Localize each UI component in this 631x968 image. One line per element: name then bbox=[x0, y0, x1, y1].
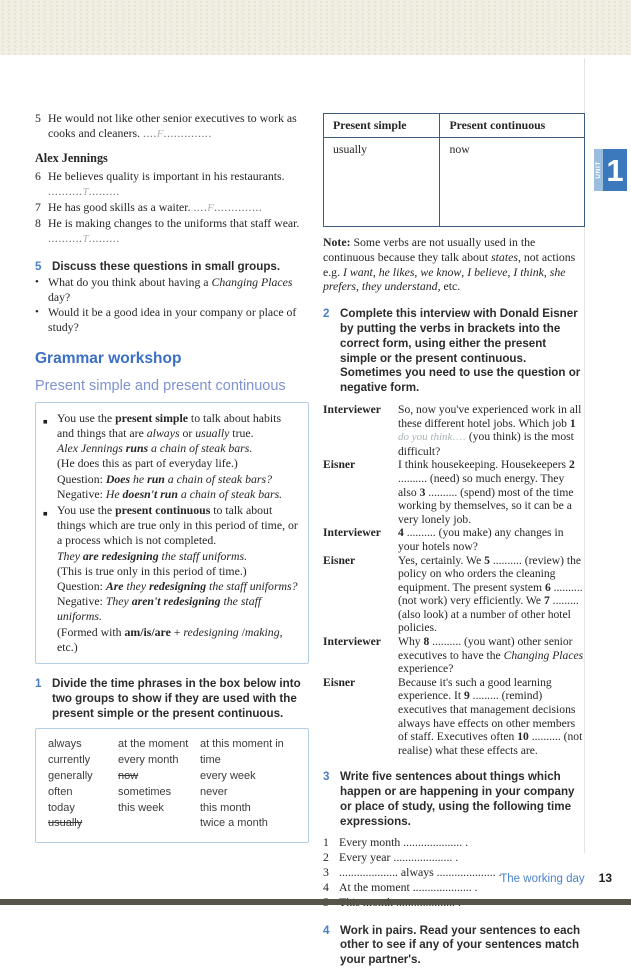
left-column bbox=[35, 111, 309, 843]
handwritten-answer: T bbox=[82, 186, 89, 198]
time-phrase: at this moment in time bbox=[200, 738, 284, 767]
time-phrase: this month bbox=[200, 801, 251, 814]
discussion-question: What do you think about having a Changing Places day? bbox=[48, 274, 293, 304]
unit-label: UNIT bbox=[595, 161, 602, 179]
prompt-text: .................... always .................... . bbox=[339, 865, 502, 879]
unit-tab bbox=[594, 149, 627, 191]
speaker-label: Interviewer bbox=[323, 526, 381, 540]
speaker-label: Eisner bbox=[323, 458, 356, 472]
grammar-workshop-title: Grammar workshop bbox=[35, 349, 182, 367]
page-bottom-edge bbox=[0, 899, 631, 905]
prompt-number: 4 bbox=[323, 880, 329, 895]
answer-line: .............. bbox=[163, 126, 212, 140]
question-number: 5 bbox=[35, 111, 41, 125]
exercise-1-header bbox=[35, 677, 309, 721]
round-bullet-icon: • bbox=[35, 305, 39, 318]
grammar-rules-box bbox=[35, 402, 309, 664]
exercise-instruction: Write five sentences about things which happen or are happening in your company or place of study, using the following time expressions. bbox=[340, 770, 575, 828]
dialogue-row bbox=[323, 403, 585, 458]
question-sentence: He has good skills as a waiter. bbox=[48, 200, 191, 214]
time-phrase: today bbox=[48, 801, 75, 814]
grammar-subtitle: Present simple and present continuous bbox=[35, 377, 286, 394]
exercise-instruction: Discuss these questions in small groups. bbox=[52, 260, 281, 273]
time-phrase: now bbox=[118, 770, 139, 783]
question-sentence: He would not like other senior executives to work as cooks and cleaners. bbox=[48, 111, 297, 140]
speaker-label: Interviewer bbox=[323, 635, 381, 649]
footer-page-number: 13 bbox=[598, 871, 612, 885]
exercise-instruction: Divide the time phrases in the box below into two groups to show if they are used with the present simple or the present continuous. bbox=[52, 677, 301, 720]
time-phrases-box bbox=[35, 728, 309, 843]
page-top-texture bbox=[0, 0, 631, 55]
table-cell: usually bbox=[324, 138, 440, 227]
prompt-number: 1 bbox=[323, 834, 329, 849]
time-phrase: every week bbox=[200, 770, 256, 783]
prompt-number: 2 bbox=[323, 849, 329, 864]
time-phrase: usually bbox=[48, 817, 83, 830]
time-phrase: this week bbox=[118, 801, 164, 814]
time-phrase: currently bbox=[48, 754, 91, 767]
question-number: 6 bbox=[35, 169, 41, 183]
question-item bbox=[35, 200, 309, 216]
answer-line: .... bbox=[143, 126, 157, 140]
question-text bbox=[48, 111, 309, 142]
discussion-bullet bbox=[35, 275, 309, 305]
discussion-question: Would it be a good idea in your company or place of study? bbox=[48, 304, 297, 334]
square-bullet-icon: ■ bbox=[43, 416, 48, 426]
table-header-cell: Present simple bbox=[324, 114, 440, 138]
sentence-prompt bbox=[323, 835, 585, 850]
answer-line: .... bbox=[193, 200, 208, 214]
unit-number: 1 bbox=[603, 149, 627, 191]
answer-line: ..........T......... bbox=[48, 231, 120, 245]
exercise-number: 5 bbox=[35, 260, 42, 273]
prompt-number: 3 bbox=[323, 865, 329, 879]
prompt-text: At the moment .................... . bbox=[339, 880, 478, 895]
alex-jennings-heading: Alex Jennings bbox=[35, 151, 108, 165]
time-phrase-column bbox=[118, 737, 200, 832]
dialogue-row bbox=[323, 526, 585, 553]
speaker-label: Eisner bbox=[323, 675, 356, 689]
speech-text: Because it's such a good learning experience. It 9 ......... (remind) executives that management decisions always have effects on other members of staff. Executives often 10 .......... (not realise) what these effects are. bbox=[398, 675, 583, 757]
note-text: Note: Some verbs are not usually used in the continuous because they talk about states, not actions e.g. I want, he likes, we know, I believe, I think, she prefers, they understand, etc. bbox=[323, 235, 576, 294]
time-phrase: never bbox=[200, 785, 228, 798]
handwritten-answer: F bbox=[207, 202, 215, 214]
grammar-rule-text: You use the present simple to talk about habits and things that are always or usually true. Alex Jennings runs a chain of steak bars. (He does this as part of everyday life.) Question: Does he run a chain of steak bars? Negative: He doesn't run a chain of steak bars. bbox=[57, 410, 283, 501]
grammar-rule bbox=[43, 411, 299, 502]
table-header-row bbox=[324, 114, 585, 138]
question-number: 7 bbox=[35, 200, 41, 214]
question-sentence: He believes quality is important in his restaurants. bbox=[48, 169, 285, 183]
grammar-rule bbox=[43, 503, 299, 655]
prompt-text: Every month .................... . bbox=[339, 834, 469, 849]
grammar-rule-text: You use the present continuous to talk about things which are true only in this period of time, or a process which is not completed. They are redesigning the staff uniforms. (This is true only in this period of time.) Question: Are they redesigning the staff uniforms? Negative: They aren't redesigning the staff uniforms. (Formed with am/is/are + redesigning /making, etc.) bbox=[57, 503, 298, 654]
question-item bbox=[35, 216, 309, 247]
table-header-cell: Present continuous bbox=[440, 114, 585, 138]
interview-dialogue bbox=[323, 403, 585, 757]
time-phrase: generally bbox=[48, 770, 93, 783]
dialogue-row bbox=[323, 458, 585, 526]
table-row bbox=[324, 138, 585, 227]
sentence-prompt bbox=[323, 850, 585, 865]
speech-text: I think housekeeping. Housekeepers 2 .......... (need) so much energy. They also 3 .......... (spend) most of the time working by themselves, so it can be a very lonely job. bbox=[398, 458, 575, 526]
unit-label-strip bbox=[594, 149, 603, 191]
handwritten-answer: F bbox=[156, 128, 164, 140]
question-item bbox=[35, 111, 309, 142]
exercise-number: 3 bbox=[323, 770, 330, 784]
right-column bbox=[323, 113, 585, 968]
exercise-3-header bbox=[323, 770, 585, 829]
speech-text: So, now you've experienced work in all these different hotel jobs. Which job 1 do you think.... (you think) is the most difficult? bbox=[398, 402, 582, 458]
handwritten-answer: T bbox=[82, 233, 89, 245]
exercise-number: 1 bbox=[35, 677, 42, 691]
time-phrase: at the moment bbox=[118, 738, 189, 751]
question-number: 8 bbox=[35, 216, 41, 230]
exercise-instruction: Complete this interview with Donald Eisner by putting the verbs in brackets into the correct form, using either the present simple or the present continuous. Sometimes you need to use the question or negative form. bbox=[340, 307, 581, 395]
page-footer bbox=[500, 871, 612, 885]
speech-text: 4 .......... (you make) any changes in your hotels now? bbox=[398, 526, 564, 553]
dialogue-row bbox=[323, 554, 585, 636]
exercise-5-header bbox=[35, 260, 309, 275]
time-phrase-column bbox=[48, 737, 118, 832]
exercise-4-header bbox=[323, 924, 585, 968]
question-text bbox=[48, 200, 309, 216]
answer-line: ..........T......... bbox=[48, 184, 120, 198]
time-phrase: twice a month bbox=[200, 817, 268, 830]
exercise-number: 2 bbox=[323, 307, 330, 321]
exercise-2-header bbox=[323, 307, 585, 396]
square-bullet-icon: ■ bbox=[43, 509, 48, 519]
table-cell: now bbox=[440, 138, 585, 227]
time-phrase: always bbox=[48, 738, 82, 751]
dialogue-row bbox=[323, 635, 585, 676]
discussion-bullet bbox=[35, 305, 309, 335]
question-item bbox=[35, 169, 309, 200]
time-phrase: every month bbox=[118, 754, 179, 767]
prompt-text: Every year .................... . bbox=[339, 849, 459, 864]
round-bullet-icon: • bbox=[35, 275, 39, 288]
exercise-number: 4 bbox=[323, 923, 330, 937]
time-phrase: sometimes bbox=[118, 785, 172, 798]
question-sentence: He is making changes to the uniforms that staff wear. bbox=[48, 216, 300, 230]
footer-section-title: The working day bbox=[500, 873, 585, 885]
time-phrase: often bbox=[48, 785, 73, 798]
speech-text: Why 8 .......... (you want) other senior executives to have the Changing Places experience? bbox=[398, 635, 584, 676]
answer-line: .............. bbox=[214, 200, 263, 214]
exercise-instruction: Work in pairs. Read your sentences to each other to see if any of your sentences match your partner's. bbox=[340, 923, 581, 967]
speaker-label: Eisner bbox=[323, 553, 356, 567]
dialogue-row bbox=[323, 676, 585, 758]
speaker-label: Interviewer bbox=[323, 402, 381, 416]
time-phrase-column bbox=[200, 737, 304, 832]
speech-text: Yes, certainly. We 5 .......... (review) the policy on who orders the cleaning equipment. The present system 6 .......... (not work) very efficiently. We 7 ......... (also look) at a number of other hotel policies. bbox=[398, 553, 583, 635]
grammar-table bbox=[323, 113, 585, 227]
